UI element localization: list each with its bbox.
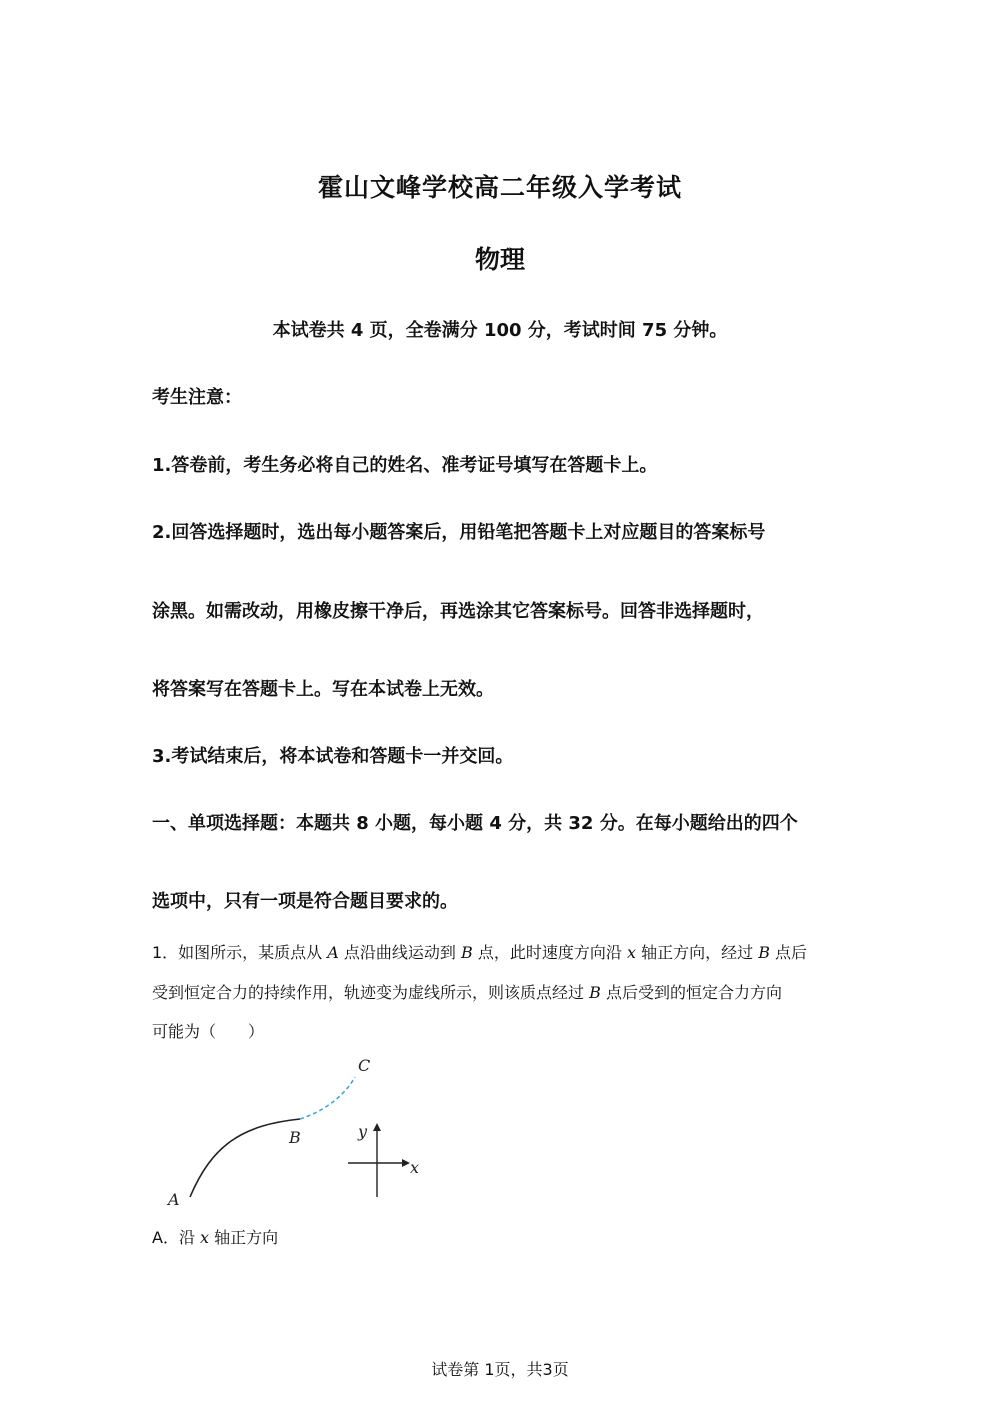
text-run: 受到恒定合力的持续作用，轨迹变为虚线所示，则该质点经过 xyxy=(152,983,590,1002)
notice-item-2-line-2: 涂黑。如需改动，用橡皮擦干净后，再选涂其它答案标号。回答非选择题时， xyxy=(152,601,764,622)
label-c: C xyxy=(358,1056,371,1075)
var-x: x xyxy=(200,1228,210,1247)
label-x: x xyxy=(410,1158,420,1177)
text-run: 点，此时速度方向沿 xyxy=(472,943,627,962)
page-footer: 试卷第 1页，共3页 xyxy=(431,1360,569,1379)
notice-item-2-line-3: 将答案写在答题卡上。写在本试卷上无效。 xyxy=(152,679,494,700)
y-axis-arrow xyxy=(373,1123,381,1131)
label-y: y xyxy=(358,1122,368,1141)
x-axis-arrow xyxy=(402,1159,410,1167)
notice-item-1: 1.答卷前，考生务必将自己的姓名、准考证号填写在答题卡上。 xyxy=(152,455,658,476)
text-run: A．沿 xyxy=(152,1228,201,1247)
label-b: B xyxy=(289,1128,301,1147)
trajectory-dashed xyxy=(300,1077,355,1119)
notice-item-2-line-1: 2.回答选择题时，选出每小题答案后，用铅笔把答题卡上对应题目的答案标号 xyxy=(152,522,766,543)
question-1-line-3: 可能为（ ） xyxy=(152,1022,265,1041)
var-b: B xyxy=(589,983,601,1002)
text-run: 轴正方向，经过 xyxy=(636,943,759,962)
question-1-line-2 xyxy=(152,983,782,1003)
var-a: A xyxy=(327,943,339,962)
text-run: 点后受到的恒定合力方向 xyxy=(600,983,782,1002)
var-x: x xyxy=(626,943,637,962)
text-run: 轴正方向 xyxy=(209,1228,279,1247)
var-b: B xyxy=(758,943,770,962)
notice-item-3: 3.考试结束后，将本试卷和答题卡一并交回。 xyxy=(152,746,514,767)
section-1-line-1: 一、单项选择题：本题共 8 小题，每小题 4 分，共 32 分。在每小题给出的四个 xyxy=(152,813,798,834)
var-b: B xyxy=(461,943,473,962)
exam-intro: 本试卷共 4 页，全卷满分 100 分，考试时间 75 分钟。 xyxy=(272,320,728,341)
exam-title: 霍山文峰学校高二年级入学考试 xyxy=(317,173,682,202)
trajectory-solid xyxy=(190,1119,300,1197)
text-run: 点后 xyxy=(769,943,808,962)
section-1-line-2: 选项中，只有一项是符合题目要求的。 xyxy=(152,891,458,912)
text-run: 点沿曲线运动到 xyxy=(338,943,462,962)
label-a: A xyxy=(168,1190,180,1209)
option-a xyxy=(152,1228,278,1248)
text-run: 1．如图所示，某质点从 xyxy=(152,943,328,962)
notice-heading: 考生注意： xyxy=(152,387,242,408)
question-1-line-1 xyxy=(152,943,807,963)
subject-title: 物理 xyxy=(474,245,525,274)
question-1-figure xyxy=(150,1045,440,1215)
